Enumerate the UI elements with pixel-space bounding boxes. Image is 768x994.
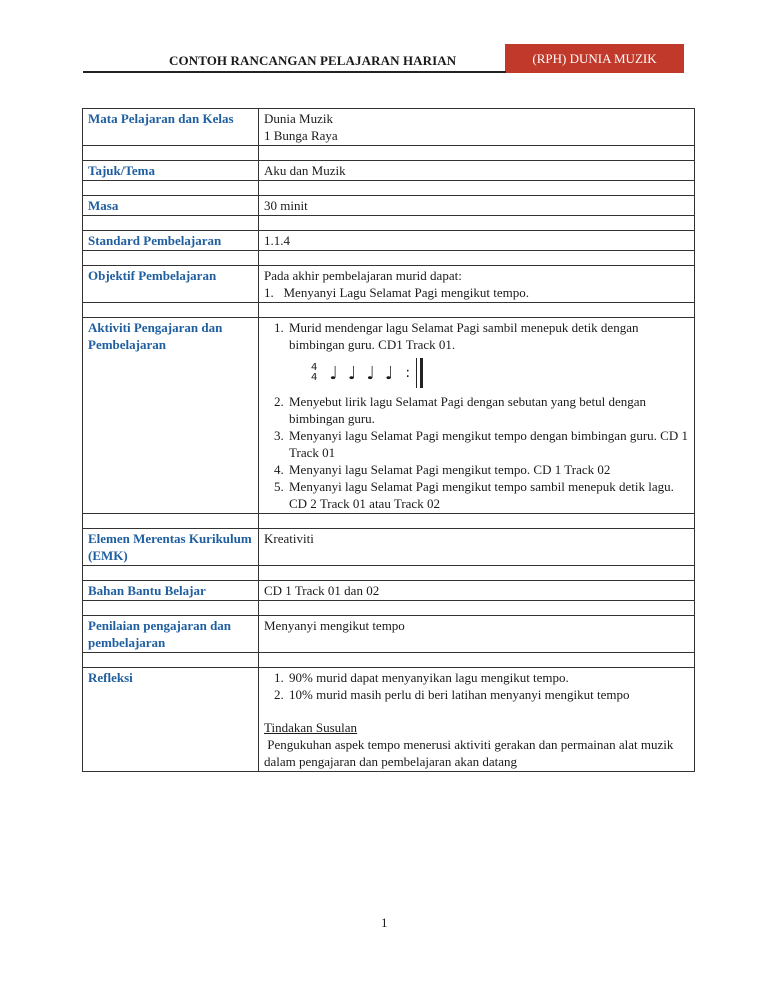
row-emk bbox=[83, 529, 695, 566]
final-barline-icon bbox=[420, 358, 423, 388]
repeat-sign-icon: : bbox=[405, 364, 411, 381]
header-divider bbox=[83, 71, 506, 73]
class-name: 1 Bunga Raya bbox=[264, 128, 338, 143]
assessment-value: Menyanyi mengikut tempo bbox=[259, 616, 695, 653]
time-value: 30 minit bbox=[259, 196, 695, 216]
followup-text: Pengukuhan aspek tempo menerusi aktiviti gerakan dan permainan alat muzik dalam pengajaran dan pembelajaran akan datang bbox=[264, 737, 677, 769]
objective-label: Objektif Pembelajaran bbox=[83, 266, 259, 303]
quarter-note-icon: ♩ bbox=[366, 362, 375, 384]
list-item: 2. Menyebut lirik lagu Selamat Pagi dengan sebutan yang betul dengan bimbingan guru. bbox=[287, 393, 689, 427]
standard-value: 1.1.4 bbox=[259, 231, 695, 251]
row-standard bbox=[83, 231, 695, 251]
objective-intro: Pada akhir pembelajaran murid dapat: bbox=[264, 268, 462, 283]
row-activities bbox=[83, 318, 695, 514]
activities-list bbox=[264, 319, 689, 512]
list-item: 5. Menyanyi lagu Selamat Pagi mengikut tempo sambil menepuk detik lagu. CD 2 Track 01 atau Track 02 bbox=[287, 478, 689, 512]
row-topic bbox=[83, 161, 695, 181]
list-item: 3. Menyanyi lagu Selamat Pagi mengikut tempo dengan bimbingan guru. CD 1 Track 01 bbox=[287, 427, 689, 461]
reflection-value bbox=[259, 668, 695, 772]
materials-value: CD 1 Track 01 dan 02 bbox=[259, 581, 695, 601]
reflection-list bbox=[264, 669, 689, 703]
materials-label: Bahan Bantu Belajar bbox=[83, 581, 259, 601]
quarter-note-icon: ♩ bbox=[384, 362, 394, 384]
standard-label: Standard Pembelajaran bbox=[83, 231, 259, 251]
emk-label: Elemen Merentas Kurikulum (EMK) bbox=[83, 529, 259, 566]
barline-icon bbox=[416, 358, 417, 388]
topic-label: Tajuk/Tema bbox=[83, 161, 259, 181]
row-subject bbox=[83, 109, 695, 146]
objective-value bbox=[259, 266, 695, 303]
rph-badge: (RPH) DUNIA MUZIK bbox=[505, 44, 684, 73]
subject-value bbox=[259, 109, 695, 146]
row-reflection bbox=[83, 668, 695, 772]
page-number: 1 bbox=[381, 915, 388, 930]
page-title: CONTOH RANCANGAN PELAJARAN HARIAN bbox=[169, 53, 457, 68]
list-item: 1. 90% murid dapat menyanyikan lagu mengikut tempo. bbox=[287, 669, 689, 686]
time-signature: 4 4 bbox=[311, 362, 318, 383]
list-item: 1. Murid mendengar lagu Selamat Pagi sambil menepuk detik dengan bimbingan guru. CD1 Track 01. 4 4 ♩ ♩ ♩ ♩ : bbox=[287, 319, 689, 393]
activities-label: Aktiviti Pengajaran dan Pembelajaran bbox=[83, 318, 259, 514]
assessment-label: Penilaian pengajaran dan pembelajaran bbox=[83, 616, 259, 653]
followup-title: Tindakan Susulan bbox=[264, 720, 358, 735]
lesson-plan-table bbox=[82, 108, 695, 772]
list-item: 4. Menyanyi lagu Selamat Pagi mengikut tempo. CD 1 Track 02 bbox=[287, 461, 689, 478]
activities-value bbox=[259, 318, 695, 514]
rhythm-notation bbox=[289, 353, 689, 393]
list-item: 2. 10% murid masih perlu di beri latihan menyanyi mengikut tempo bbox=[287, 686, 689, 703]
subject-label: Mata Pelajaran dan Kelas bbox=[83, 109, 259, 146]
topic-value: Aku dan Muzik bbox=[259, 161, 695, 181]
time-label: Masa bbox=[83, 196, 259, 216]
quarter-note-icon: ♩ bbox=[329, 362, 338, 384]
row-assessment bbox=[83, 616, 695, 653]
emk-value: Kreativiti bbox=[259, 529, 695, 566]
row-time bbox=[83, 196, 695, 216]
subject-name: Dunia Muzik bbox=[264, 111, 333, 126]
objective-item: 1. Menyanyi Lagu Selamat Pagi mengikut tempo. bbox=[264, 285, 530, 300]
reflection-label: Refleksi bbox=[83, 668, 259, 772]
quarter-note-icon: ♩ bbox=[347, 362, 357, 384]
row-materials bbox=[83, 581, 695, 601]
row-objective bbox=[83, 266, 695, 303]
